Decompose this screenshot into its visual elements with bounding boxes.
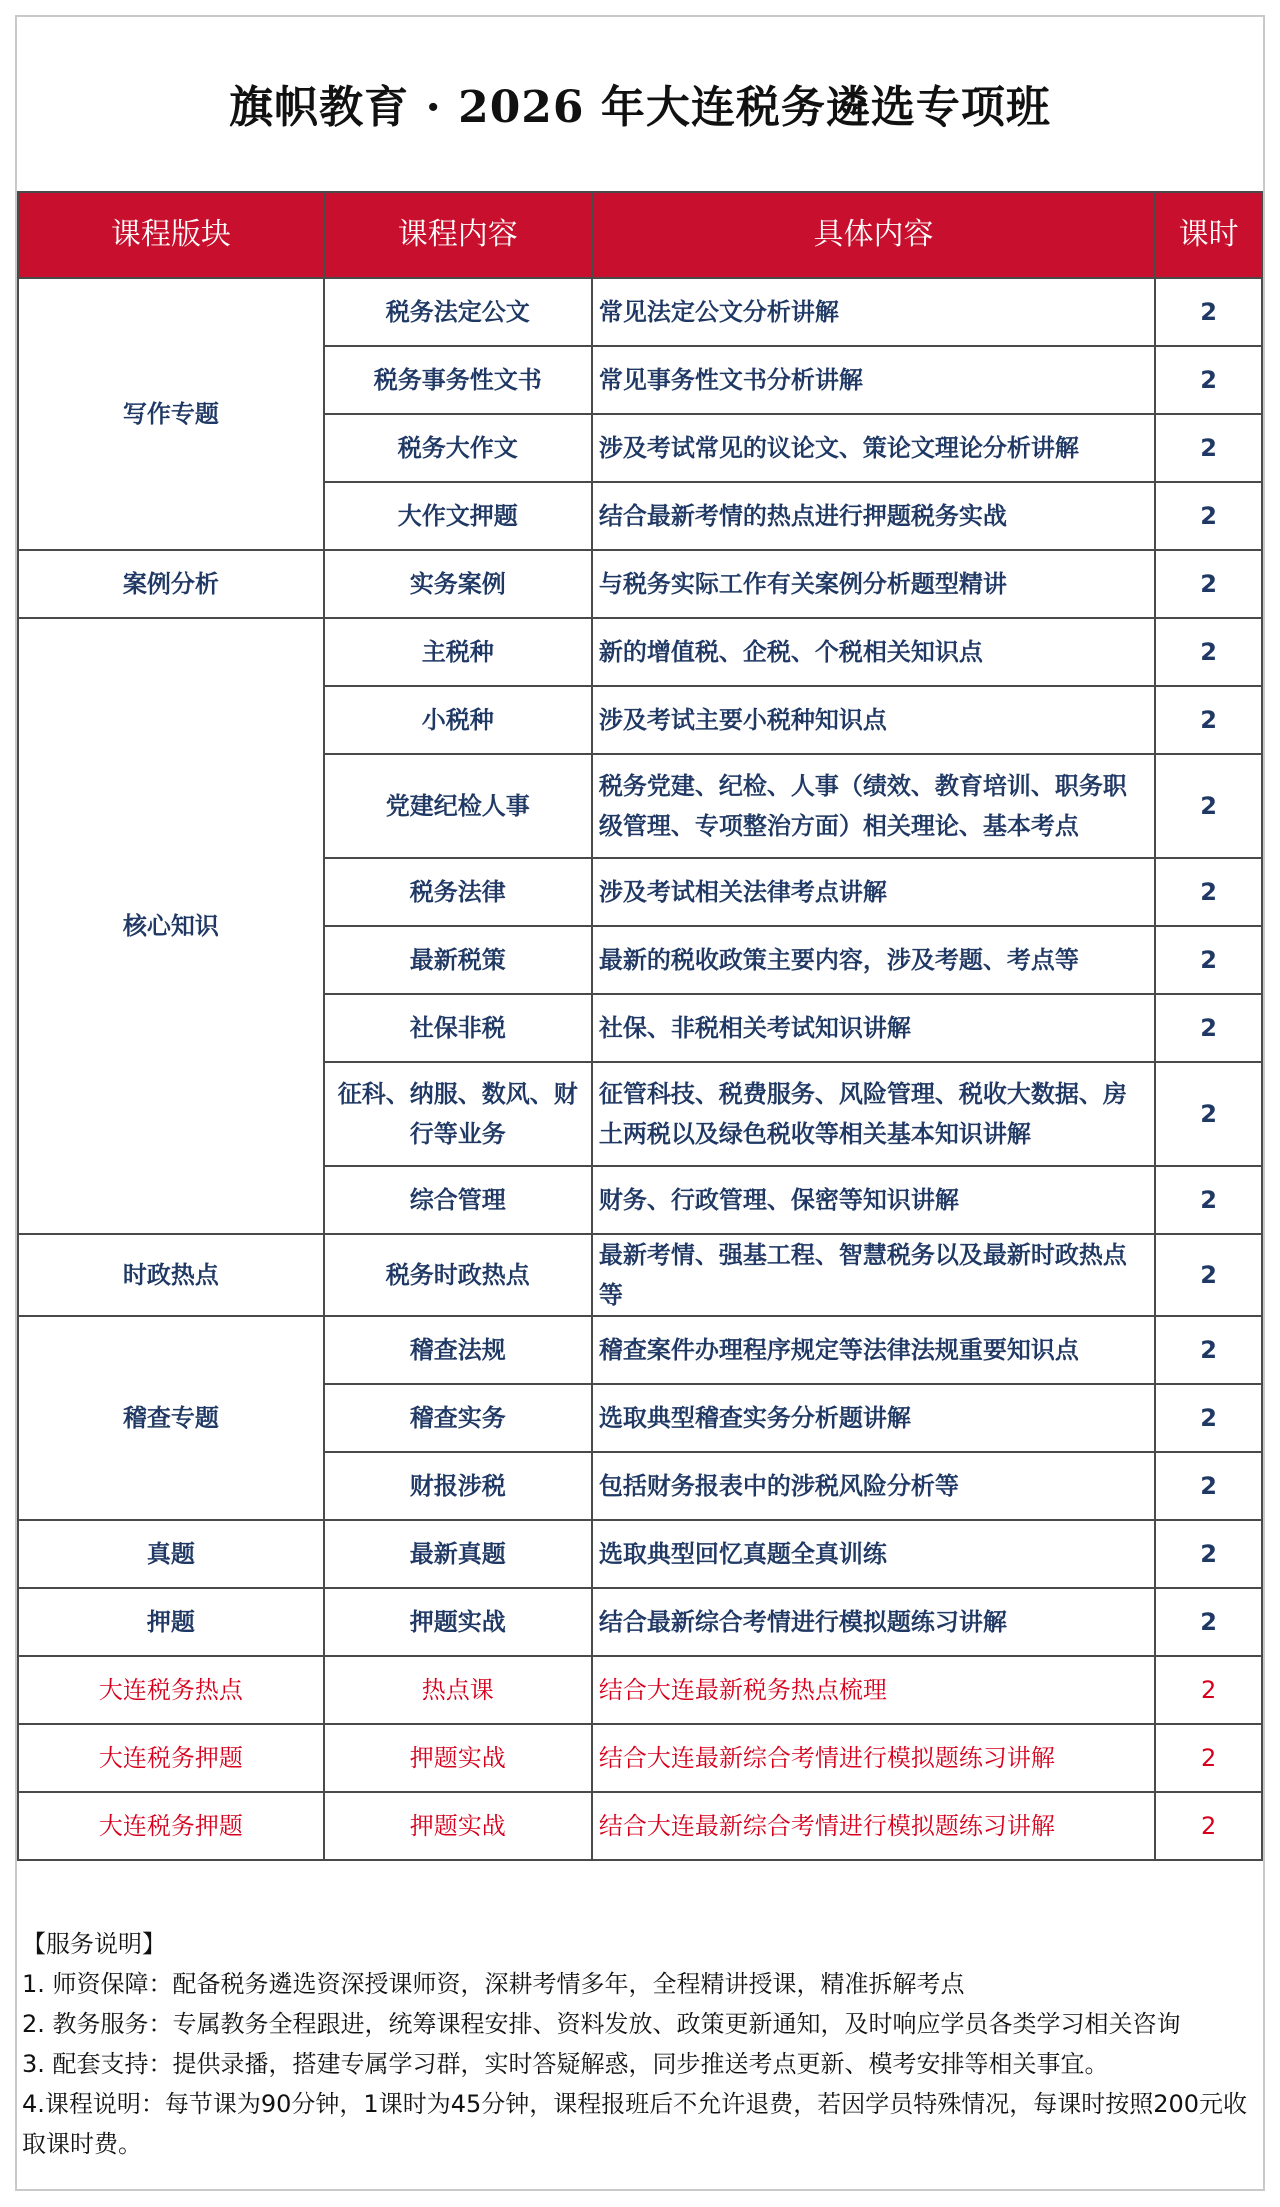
course-detail-cell: 结合大连最新税务热点梳理 — [592, 1656, 1155, 1724]
section-cell: 真题 — [18, 1520, 324, 1588]
course-item-cell: 税务法定公文 — [324, 278, 592, 346]
section-cell: 稽查专题 — [18, 1316, 324, 1520]
course-item-cell: 税务法律 — [324, 858, 592, 926]
table-row — [18, 618, 1262, 686]
course-detail-cell: 常见事务性文书分析讲解 — [592, 346, 1155, 414]
course-item-cell: 综合管理 — [324, 1166, 592, 1234]
course-item-cell: 押题实战 — [324, 1588, 592, 1656]
section-cell: 写作专题 — [18, 278, 324, 550]
table-row — [18, 1724, 1262, 1792]
course-detail-cell: 稽查案件办理程序规定等法律法规重要知识点 — [592, 1316, 1155, 1384]
course-detail-cell: 结合最新考情的热点进行押题税务实战 — [592, 482, 1155, 550]
course-hours-cell: 2 — [1155, 926, 1262, 994]
table-row — [18, 1234, 1262, 1316]
course-hours-cell: 2 — [1155, 858, 1262, 926]
course-item-cell: 小税种 — [324, 686, 592, 754]
course-detail-cell: 财务、行政管理、保密等知识讲解 — [592, 1166, 1155, 1234]
course-item-cell: 押题实战 — [324, 1724, 592, 1792]
course-detail-cell: 包括财务报表中的涉税风险分析等 — [592, 1452, 1155, 1520]
header-hours: 课时 — [1155, 192, 1262, 278]
table-header-row — [18, 192, 1262, 278]
table-row — [18, 1792, 1262, 1860]
course-detail-cell: 涉及考试相关法律考点讲解 — [592, 858, 1155, 926]
course-hours-cell: 2 — [1155, 1588, 1262, 1656]
course-item-cell: 税务事务性文书 — [324, 346, 592, 414]
table-row — [18, 278, 1262, 346]
course-detail-cell: 常见法定公文分析讲解 — [592, 278, 1155, 346]
header-detail: 具体内容 — [592, 192, 1155, 278]
course-hours-cell: 2 — [1155, 1166, 1262, 1234]
table-row — [18, 550, 1262, 618]
section-cell: 押题 — [18, 1588, 324, 1656]
course-hours-cell: 2 — [1155, 1384, 1262, 1452]
page-title: 旗帜教育 · 2026 年大连税务遴选专项班 — [229, 82, 1051, 133]
section-cell: 大连税务热点 — [18, 1656, 324, 1724]
course-detail-cell: 结合大连最新综合考情进行模拟题练习讲解 — [592, 1792, 1155, 1860]
course-hours-cell: 2 — [1155, 414, 1262, 482]
course-item-cell: 稽查实务 — [324, 1384, 592, 1452]
course-document — [15, 15, 1265, 2191]
course-hours-cell: 2 — [1155, 346, 1262, 414]
course-item-cell: 押题实战 — [324, 1792, 592, 1860]
course-detail-cell: 税务党建、纪检、人事（绩效、教育培训、职务职级管理、专项整治方面）相关理论、基本考点 — [592, 754, 1155, 858]
course-hours-cell: 2 — [1155, 1316, 1262, 1384]
section-cell: 案例分析 — [18, 550, 324, 618]
course-item-cell: 党建纪检人事 — [324, 754, 592, 858]
section-cell: 大连税务押题 — [18, 1792, 324, 1860]
table-row — [18, 1656, 1262, 1724]
course-hours-cell: 2 — [1155, 1792, 1262, 1860]
course-item-cell: 税务时政热点 — [324, 1234, 592, 1316]
course-detail-cell: 最新考情、强基工程、智慧税务以及最新时政热点等 — [592, 1234, 1155, 1316]
course-detail-cell: 涉及考试主要小税种知识点 — [592, 686, 1155, 754]
header-section: 课程版块 — [18, 192, 324, 278]
course-detail-cell: 涉及考试常见的议论文、策论文理论分析讲解 — [592, 414, 1155, 482]
course-hours-cell: 2 — [1155, 550, 1262, 618]
notes-line: 1. 师资保障：配备税务遴选资深授课师资，深耕考情多年，全程精讲授课，精准拆解考点 — [22, 1970, 965, 1998]
section-cell: 时政热点 — [18, 1234, 324, 1316]
course-hours-cell: 2 — [1155, 994, 1262, 1062]
course-item-cell: 稽查法规 — [324, 1316, 592, 1384]
course-item-cell: 主税种 — [324, 618, 592, 686]
table-row — [18, 1316, 1262, 1384]
notes-heading: 【服务说明】 — [22, 1930, 166, 1958]
course-detail-cell: 结合大连最新综合考情进行模拟题练习讲解 — [592, 1724, 1155, 1792]
course-table — [17, 191, 1263, 1861]
course-hours-cell: 2 — [1155, 618, 1262, 686]
course-hours-cell: 2 — [1155, 278, 1262, 346]
course-detail-cell: 选取典型稽查实务分析题讲解 — [592, 1384, 1155, 1452]
course-hours-cell: 2 — [1155, 1452, 1262, 1520]
service-notes — [22, 1924, 1258, 2164]
course-hours-cell: 2 — [1155, 686, 1262, 754]
course-hours-cell: 2 — [1155, 1520, 1262, 1588]
table-row — [18, 1520, 1262, 1588]
course-item-cell: 最新真题 — [324, 1520, 592, 1588]
course-item-cell: 征科、纳服、数风、财行等业务 — [324, 1062, 592, 1166]
course-item-cell: 大作文押题 — [324, 482, 592, 550]
table-row — [18, 1588, 1262, 1656]
course-hours-cell: 2 — [1155, 1234, 1262, 1316]
course-detail-cell: 与税务实际工作有关案例分析题型精讲 — [592, 550, 1155, 618]
course-detail-cell: 最新的税收政策主要内容，涉及考题、考点等 — [592, 926, 1155, 994]
notes-line: 2. 教务服务：专属教务全程跟进，统筹课程安排、资料发放、政策更新通知，及时响应学员各类学习相关咨询 — [22, 2010, 1181, 2038]
course-item-cell: 最新税策 — [324, 926, 592, 994]
course-detail-cell: 征管科技、税费服务、风险管理、税收大数据、房土两税以及绿色税收等相关基本知识讲解 — [592, 1062, 1155, 1166]
notes-line: 3. 配套支持：提供录播，搭建专属学习群，实时答疑解惑，同步推送考点更新、模考安排等相关事宜。 — [22, 2050, 1109, 2078]
table-body — [18, 278, 1262, 1860]
course-hours-cell: 2 — [1155, 482, 1262, 550]
notes-line: 4.课程说明：每节课为90分钟，1课时为45分钟，课程报班后不允许退费，若因学员特殊情况，每课时按照200元收取课时费。 — [22, 2090, 1248, 2158]
header-course: 课程内容 — [324, 192, 592, 278]
course-item-cell: 财报涉税 — [324, 1452, 592, 1520]
course-hours-cell: 2 — [1155, 754, 1262, 858]
course-detail-cell: 结合最新综合考情进行模拟题练习讲解 — [592, 1588, 1155, 1656]
course-item-cell: 热点课 — [324, 1656, 592, 1724]
section-cell: 大连税务押题 — [18, 1724, 324, 1792]
section-cell: 核心知识 — [18, 618, 324, 1234]
course-detail-cell: 社保、非税相关考试知识讲解 — [592, 994, 1155, 1062]
course-item-cell: 税务大作文 — [324, 414, 592, 482]
course-detail-cell: 新的增值税、企税、个税相关知识点 — [592, 618, 1155, 686]
course-hours-cell: 2 — [1155, 1656, 1262, 1724]
course-item-cell: 社保非税 — [324, 994, 592, 1062]
course-detail-cell: 选取典型回忆真题全真训练 — [592, 1520, 1155, 1588]
course-hours-cell: 2 — [1155, 1724, 1262, 1792]
course-hours-cell: 2 — [1155, 1062, 1262, 1166]
course-item-cell: 实务案例 — [324, 550, 592, 618]
